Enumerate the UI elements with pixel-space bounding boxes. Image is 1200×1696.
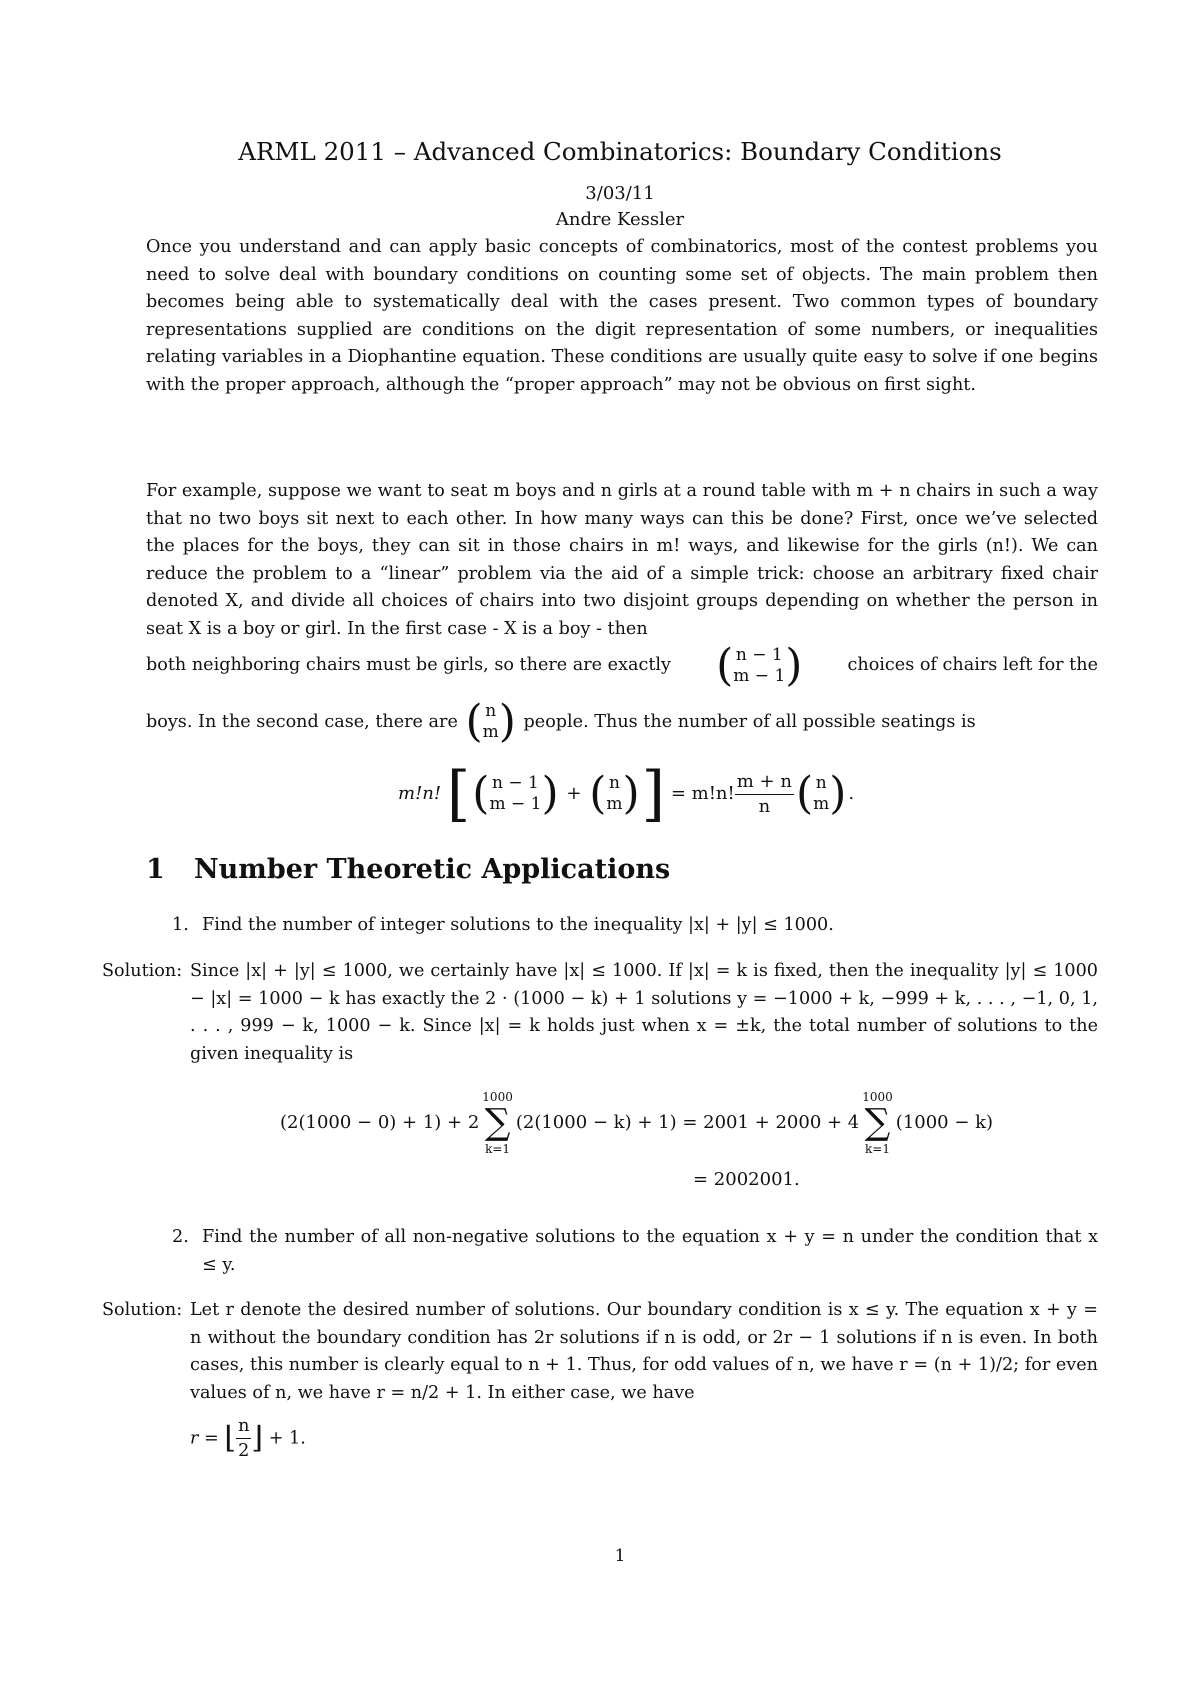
eq2-part2: (2(1000 − k) + 1) = 2001 + 2000 + 4 — [515, 1112, 860, 1133]
eq1-fraction — [735, 770, 794, 819]
problem-2 — [146, 1224, 1098, 1279]
sum1-top: 1000 — [482, 1090, 513, 1104]
section-number: 1 — [146, 854, 165, 885]
intro-text-1: Once you understand and can apply basic concepts of combinatorics, most of the contest problems you need to solve deal with boundary conditions on counting some set of objects. The main problem then becomes being able to systematically deal with the cases present. Two common types of boundary representations supplied are conditions on the digit representation of some numbers, or inequalities relating variables in a Diophantine equation. These conditions are usually quite easy to solve if one begins with the proper approach, although the “proper approach” may not be obvious on first sight. — [146, 237, 1098, 395]
display-equation-sum — [280, 1090, 993, 1156]
line-a-pre: both neighboring chairs must be girls, so there are exactly — [146, 655, 671, 676]
sum2-top: 1000 — [862, 1090, 893, 1104]
eq1-lhs: m!n! — [398, 783, 442, 804]
binomial-n-minus-1: ( n − 1 m − 1 ) — [716, 640, 803, 691]
eq1-binom2-top: n — [608, 773, 620, 793]
solution-2 — [102, 1297, 1098, 1407]
binom1-bot: m − 1 — [733, 666, 786, 686]
eq1-rhs: = m!n! — [670, 783, 735, 804]
eq1-binom3-bot: m — [813, 794, 830, 814]
intro-paragraph-2 — [146, 478, 1098, 644]
section-title: Number Theoretic Applications — [194, 854, 671, 885]
eq1-frac-num: m + n — [735, 770, 794, 795]
eq1-frac-den: n — [758, 795, 771, 817]
page-title: ARML 2011 – Advanced Combinatorics: Boundary Conditions — [238, 137, 1002, 166]
eq1-plus: + — [566, 783, 582, 804]
sum-symbol-1: 1000 ∑ k=1 — [482, 1090, 513, 1156]
binomial-line-2 — [146, 696, 1098, 747]
final-num: n — [236, 1414, 251, 1439]
section-heading — [146, 856, 670, 884]
intro-text-2: For example, suppose we want to seat m boys and n girls at a round table with m + n chairs in such a way that no two boys sit next to each other. In how many ways can this be done? First, once we’ve selected the places for the boys, they can sit in those chairs in m! ways, and likewise for the girls (n!). We can reduce the problem to a “linear” problem via the aid of a simple trick: choose an arbitrary fixed chair denoted X, and divide all choices of chairs into two disjoint groups depending on whether the person in seat X is a boy or girl. In the first case - X is a boy - then — [146, 481, 1098, 639]
eq1-binom1-top: n − 1 — [492, 773, 539, 793]
solution-1-text: Since |x| + |y| ≤ 1000, we certainly have |x| ≤ 1000. If |x| = k is fixed, then the inequality |y| ≤ 1000 − |x| = 1000 − k has exactly the 2 · (1000 − k) + 1 solutions y = −1000 + k, −999 + k, . . . , −1, 0, 1, . . . , 999 − k, 1000 − k. Since |x| = k holds just when x = ±k, the total number of solutions to the given inequality is — [190, 961, 1098, 1064]
date: 3/03/11 — [585, 183, 655, 204]
problem-2-label: 2. — [172, 1227, 189, 1247]
eq1-binom1-bot: m − 1 — [489, 794, 542, 814]
binom2-top: n — [485, 701, 497, 721]
line-a-post: choices of chairs left for the — [847, 655, 1098, 676]
problem-1-label: 1. — [172, 915, 189, 935]
final-post: + 1. — [268, 1428, 306, 1449]
binom1-top: n − 1 — [735, 645, 783, 665]
solution-2-text: Let r denote the desired number of solutions. Our boundary condition is x ≤ y. The equation x + y = n without the boundary condition has 2r solutions if n is odd, or 2r − 1 solutions if n is even. In both cases, this number is clearly equal to n + 1. Thus, for odd values of n, we have r = (n + 1)/2; for even values of n, we have r = n/2 + 1. In either case, we have — [190, 1300, 1098, 1403]
solution-2-final: r = ⌊ $\frac{n}{2}$ ⌋ + 1. — [190, 1416, 306, 1461]
display-equation-result: = 2002001. — [693, 1169, 800, 1190]
eq2-part1: (2(1000 − 0) + 1) + 2 — [280, 1112, 480, 1133]
solution-1 — [102, 958, 1098, 1068]
binom2-bot: m — [482, 722, 499, 742]
author: Andre Kessler — [555, 209, 685, 230]
page-number: 1 — [614, 1546, 626, 1566]
final-fraction — [236, 1414, 251, 1463]
solution-1-label: Solution: — [102, 961, 183, 981]
solution-2-label: Solution: — [102, 1300, 183, 1320]
final-den: 2 — [238, 1441, 250, 1461]
sum2-bot: k=1 — [865, 1142, 890, 1156]
binomial-n-m: ( n m ) — [465, 696, 516, 747]
eq1-end: . — [848, 783, 855, 804]
sum1-bot: k=1 — [485, 1142, 511, 1156]
final-pre: r = — [190, 1428, 219, 1449]
problem-1-text: Find the number of integer solutions to the inequality |x| + |y| ≤ 1000. — [202, 915, 834, 935]
intro-paragraph-1 — [146, 234, 1098, 400]
sum-symbol-2: 1000 ∑ k=1 — [862, 1090, 893, 1156]
eq1-binom3-top: n — [815, 773, 827, 793]
problem-2-text: Find the number of all non-negative solutions to the equation x + y = n under the condition that x ≤ y. — [202, 1227, 1098, 1275]
eq2-part3: (1000 − k) — [895, 1112, 994, 1133]
eq1-binom2-bot: m — [606, 794, 623, 814]
problem-1 — [146, 912, 1098, 940]
display-equation-seatings: m!n! [( n − 1 m − 1 ) + ( n m )] = m!n! $\frac{m + n}{n}$ ( n m ) . — [398, 759, 855, 829]
line-b-post: people. Thus the number of all possible seatings is — [523, 712, 976, 732]
binomial-line-1 — [146, 640, 1098, 691]
line-b-pre: boys. In the second case, there are — [146, 712, 458, 732]
